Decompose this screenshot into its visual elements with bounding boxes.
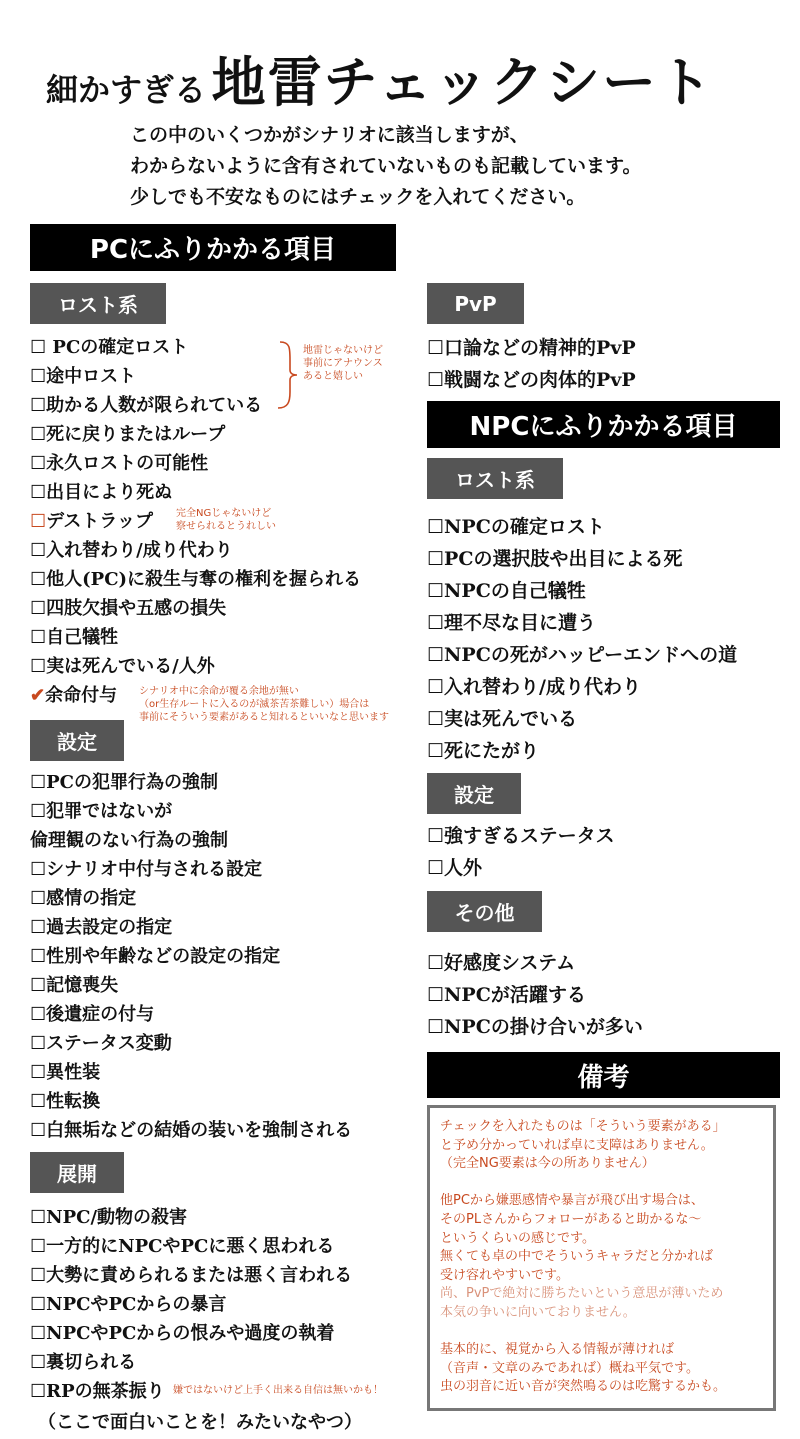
checklist-item[interactable]	[427, 671, 737, 703]
checklist-item-label: PCの犯罪行為の強制	[46, 772, 219, 793]
checkbox-icon[interactable]: ☐	[30, 366, 47, 387]
checkbox-icon[interactable]: ☐	[30, 656, 47, 677]
checklist-item[interactable]	[30, 478, 361, 507]
memo-line: 受け容れやすいです。	[440, 1267, 569, 1283]
checklist-item-label: 入れ替わり/成り代わり	[46, 540, 233, 561]
npc-other-list	[427, 947, 643, 1043]
checkbox-icon[interactable]: ☐	[427, 644, 445, 666]
checklist-item[interactable]	[30, 768, 352, 797]
checkbox-icon[interactable]: ☐	[30, 1120, 47, 1141]
checkbox-icon[interactable]: ☐	[30, 627, 47, 648]
checklist-item[interactable]	[30, 1261, 352, 1290]
checkbox-icon[interactable]: ☐	[30, 395, 47, 416]
checklist-item-label: 異性装	[46, 1062, 101, 1083]
checkbox-icon[interactable]: ☐	[30, 859, 47, 880]
checklist-item[interactable]	[30, 942, 352, 971]
checklist-item-label: 他人(PC)に殺生与奪の権利を握られる	[46, 569, 362, 590]
checklist-item[interactable]	[427, 332, 636, 364]
development-closing-text: （ここで面白いことを！みたいなやつ）	[38, 1412, 362, 1433]
memo-line: 尚、PvPで絶対に勝ちたいという意思が薄いため	[440, 1286, 724, 1302]
checkbox-icon[interactable]: ☐	[30, 540, 47, 561]
memo-line: 本気の争いに向いておりません。	[440, 1304, 636, 1320]
pc-settings-list	[30, 768, 352, 1145]
memo-line: 基本的に、視覚から入る情報が薄ければ	[440, 1342, 675, 1358]
checklist-item[interactable]	[427, 852, 615, 884]
checklist-item-label: 助かる人数が限られている	[46, 395, 263, 416]
checklist-item[interactable]	[30, 1319, 352, 1348]
checklist-item[interactable]	[427, 575, 737, 607]
checkbox-icon[interactable]: ☐	[30, 917, 47, 938]
checklist-item-label: 裏切られる	[46, 1352, 137, 1373]
memo-line: と予め分かっていれば卓に支障はありません。	[440, 1137, 714, 1153]
memo-line: 無くても卓の中でそういうキャラだと分かれば	[440, 1249, 714, 1265]
rp-note: 嫌ではないけど上手く出来る自信は無いかも！	[173, 1385, 383, 1396]
checklist-item[interactable]	[30, 797, 352, 826]
checkbox-icon[interactable]: ☐	[427, 676, 445, 698]
checklist-item-label: 永久ロストの可能性	[46, 453, 209, 474]
npc-settings-heading: 設定	[427, 773, 521, 814]
checkbox-icon[interactable]: ☐	[30, 946, 47, 967]
checklist-item[interactable]	[30, 971, 352, 1000]
checklist-item-label: 死にたがり	[444, 740, 540, 762]
checklist-item-label: 倫理観のない行為の強制	[30, 830, 228, 851]
checklist-item-label: 好感度システム	[444, 952, 576, 974]
checkbox-icon[interactable]: ☐	[427, 337, 445, 359]
checklist-item[interactable]	[30, 652, 361, 681]
memo-line: （音声・文章のみであれば）概ね平気です。	[440, 1360, 699, 1376]
checklist-item-label: 余命付与	[45, 685, 118, 706]
checklist-item[interactable]	[30, 1000, 352, 1029]
checklist-item-label: 過去設定の指定	[46, 917, 173, 938]
deathtrap-note: 完全NGじゃないけど 察せられるとうれしい	[176, 508, 276, 532]
checklist-item[interactable]	[427, 735, 737, 767]
checklist-item[interactable]	[30, 855, 352, 884]
memo-line: チェックを入れたものは「そういう要素がある」	[440, 1119, 726, 1134]
checklist-item[interactable]	[427, 639, 737, 671]
checklist-item[interactable]	[427, 820, 615, 852]
checklist-item[interactable]	[30, 1058, 352, 1087]
checklist-item-label: NPCが活躍する	[444, 984, 586, 1006]
pc-lost-heading: ロスト系	[30, 283, 166, 324]
memo-line	[440, 1323, 763, 1342]
checklist-item[interactable]	[30, 1203, 352, 1232]
pc-development-heading: 展開	[30, 1152, 124, 1193]
checklist-item-label: 途中ロスト	[46, 366, 137, 387]
checklist-item[interactable]	[427, 511, 737, 543]
checklist-item-label: NPCの自己犠牲	[444, 580, 586, 602]
checkbox-icon[interactable]: ☐	[30, 1062, 47, 1083]
checkbox-icon[interactable]: ☐	[30, 1207, 47, 1228]
pvp-list	[427, 332, 636, 396]
memo-line: そのPLさんからフォローがあると助かるな～	[440, 1211, 702, 1227]
checklist-item-label: RPの無茶振り	[46, 1381, 165, 1402]
checkbox-icon[interactable]: ☐	[427, 548, 445, 570]
checkbox-icon[interactable]: ☐	[30, 511, 47, 532]
checklist-item[interactable]	[30, 1348, 352, 1377]
checklist-item-label: 記憶喪失	[46, 975, 119, 996]
checklist-item[interactable]	[30, 536, 361, 565]
checklist-item[interactable]	[30, 1116, 352, 1145]
checklist-item[interactable]	[30, 449, 361, 478]
npc-lost-heading: ロスト系	[427, 458, 563, 499]
memo-heading: 備考	[427, 1052, 780, 1098]
memo-line	[440, 1174, 763, 1193]
checkbox-icon[interactable]: ☐	[427, 708, 445, 730]
checkbox-icon[interactable]: ☐	[427, 612, 445, 634]
checklist-item[interactable]	[30, 826, 352, 855]
checklist-item-label: NPCの掛け合いが多い	[444, 1016, 643, 1038]
intro-line: 少しでも不安なものにはチェックを入れてください。	[130, 186, 586, 208]
checkbox-icon[interactable]: ☐	[30, 1294, 47, 1315]
checkbox-icon[interactable]: ☐	[30, 337, 47, 358]
checklist-item[interactable]	[427, 947, 643, 979]
checklist-item[interactable]	[30, 913, 352, 942]
memo-box	[427, 1105, 776, 1411]
lifespan-note: シナリオ中に余命が覆る余地が無い （or生存ルートに入るのが滅茶苦茶難しい）場合は 事前にそういう要素があると知れるといいなと思います	[139, 686, 389, 723]
checklist-item[interactable]	[427, 1011, 643, 1043]
checkbox-icon[interactable]: ☐	[30, 1091, 47, 1112]
checkbox-icon[interactable]: ☐	[30, 1323, 47, 1344]
checklist-item[interactable]	[427, 607, 737, 639]
checkbox-icon[interactable]: ☐	[30, 1381, 47, 1402]
checkbox-icon[interactable]: ☐	[30, 975, 47, 996]
pvp-heading: PvP	[427, 283, 524, 324]
title-prefix: 細かすぎる	[46, 71, 207, 109]
checklist-item-label: デストラップ	[46, 511, 154, 532]
checkbox-icon[interactable]: ☐	[30, 453, 47, 474]
checklist-item-label: 大勢に責められるまたは悪く言われる	[46, 1265, 353, 1286]
checklist-item-label: NPCの確定ロスト	[444, 516, 605, 538]
checkbox-icon[interactable]: ☐	[30, 424, 47, 445]
checkmark-icon[interactable]: ✔	[30, 685, 46, 706]
checklist-item[interactable]	[30, 391, 361, 420]
checkbox-icon[interactable]: ☐	[427, 984, 445, 1006]
memo-line: （完全NG要素は今の所ありません）	[440, 1156, 655, 1172]
checklist-item-label: 後遺症の付与	[46, 1004, 155, 1025]
checklist-item-label: 自己犠牲	[46, 627, 119, 648]
title-main: 地雷チェックシート	[211, 51, 714, 114]
intro-text	[130, 120, 641, 213]
checkbox-icon[interactable]: ☐	[427, 857, 445, 879]
intro-line: この中のいくつかがシナリオに該当しますが、	[130, 124, 529, 146]
checklist-item[interactable]	[427, 543, 737, 575]
checklist-item-label: 性転換	[46, 1091, 101, 1112]
checklist-item-label: PCの確定ロスト	[46, 337, 189, 358]
checkbox-icon[interactable]: ☐	[427, 516, 445, 538]
pc-development-list	[30, 1203, 352, 1406]
npc-other-heading: その他	[427, 891, 542, 932]
pc-settings-heading: 設定	[30, 720, 124, 761]
checklist-item-label: 四肢欠損や五感の損失	[46, 598, 227, 619]
checklist-item-label: 実は死んでいる/人外	[46, 656, 215, 677]
checkbox-icon[interactable]: ☐	[30, 801, 47, 822]
checklist-item-label: NPCやPCからの暴言	[46, 1294, 227, 1315]
checkbox-icon[interactable]: ☐	[30, 482, 47, 503]
checkbox-icon[interactable]: ☐	[427, 740, 445, 762]
checkbox-icon[interactable]: ☐	[30, 598, 47, 619]
checklist-item[interactable]	[30, 420, 361, 449]
checklist-item-label: 性別や年齢などの設定の指定	[46, 946, 281, 967]
checkbox-icon[interactable]: ☐	[427, 952, 445, 974]
memo-line: というくらいの感じです。	[440, 1230, 595, 1246]
intro-line: わからないように含有されていないものも記載しています。	[130, 155, 642, 177]
checklist-item[interactable]	[30, 1087, 352, 1116]
pc-section-heading: PCにふりかかる項目	[30, 224, 396, 271]
checklist-item[interactable]	[427, 703, 737, 735]
checklist-item[interactable]	[30, 594, 361, 623]
checkbox-icon[interactable]: ☐	[30, 1033, 47, 1054]
announce-brace-icon	[276, 340, 300, 410]
checkbox-icon[interactable]: ☐	[427, 825, 445, 847]
checklist-item-label: 口論などの精神的PvP	[444, 337, 636, 359]
checklist-item[interactable]	[30, 1290, 352, 1319]
checklist-item[interactable]	[30, 1029, 352, 1058]
checklist-item[interactable]	[30, 884, 352, 913]
checkbox-icon[interactable]: ☐	[30, 888, 47, 909]
checkbox-icon[interactable]: ☐	[30, 1265, 47, 1286]
checklist-item-label: 理不尽な目に遭う	[444, 612, 597, 634]
npc-settings-list	[427, 820, 615, 884]
announce-note: 地雷じゃないけど 事前にアナウンス あると嬉しい	[303, 345, 383, 382]
checkbox-icon[interactable]: ☐	[30, 1004, 47, 1025]
checkbox-icon[interactable]: ☐	[427, 580, 445, 602]
sheet-title	[46, 40, 714, 117]
checkbox-icon[interactable]: ☐	[427, 369, 445, 391]
checklist-item[interactable]	[30, 623, 361, 652]
checklist-item-label: ステータス変動	[46, 1033, 172, 1054]
checklist-item-label: PCの選択肢や出目による死	[444, 548, 683, 570]
checklist-item-label: NPCやPCからの恨みや過度の執着	[46, 1323, 335, 1344]
checkbox-icon[interactable]: ☐	[427, 1016, 445, 1038]
npc-section-heading: NPCにふりかかる項目	[427, 401, 780, 448]
checklist-item-label: 犯罪ではないが	[46, 801, 173, 822]
checklist-item-label: 入れ替わり/成り代わり	[444, 676, 641, 698]
checklist-item-label: NPCの死がハッピーエンドへの道	[444, 644, 738, 666]
checkbox-icon[interactable]: ☐	[30, 569, 47, 590]
checklist-item[interactable]	[427, 979, 643, 1011]
checklist-item[interactable]	[30, 565, 361, 594]
checklist-item-label: NPC/動物の殺害	[46, 1207, 188, 1228]
checklist-item-label: 人外	[444, 857, 483, 879]
checklist-item-label: 強すぎるステータス	[444, 825, 615, 847]
memo-line: 虫の羽音に近い音が突然鳴るのは吃驚するかも。	[440, 1379, 727, 1395]
checklist-item-label: 白無垢などの結婚の装いを強制される	[46, 1120, 353, 1141]
checklist-item-label: 一方的にNPCやPCに悪く思われる	[46, 1236, 335, 1257]
checklist-item-label: 実は死んでいる	[444, 708, 578, 730]
checkbox-icon[interactable]: ☐	[30, 772, 47, 793]
memo-line: 他PCから嫌悪感情や暴言が飛び出す場合は、	[440, 1193, 704, 1209]
checklist-item-label: 死に戻りまたはループ	[46, 424, 226, 445]
checklist-item-label: シナリオ中付与される設定	[46, 859, 262, 880]
checklist-item[interactable]	[427, 364, 636, 396]
checklist-item[interactable]	[30, 1232, 352, 1261]
checklist-item-label: 感情の指定	[46, 888, 137, 909]
checklist-item-label: 出目により死ぬ	[46, 482, 173, 503]
checkbox-icon[interactable]: ☐	[30, 1352, 47, 1373]
checklist-item-label: 戦闘などの肉体的PvP	[444, 369, 636, 391]
npc-lost-list	[427, 511, 737, 767]
checkbox-icon[interactable]: ☐	[30, 1236, 47, 1257]
